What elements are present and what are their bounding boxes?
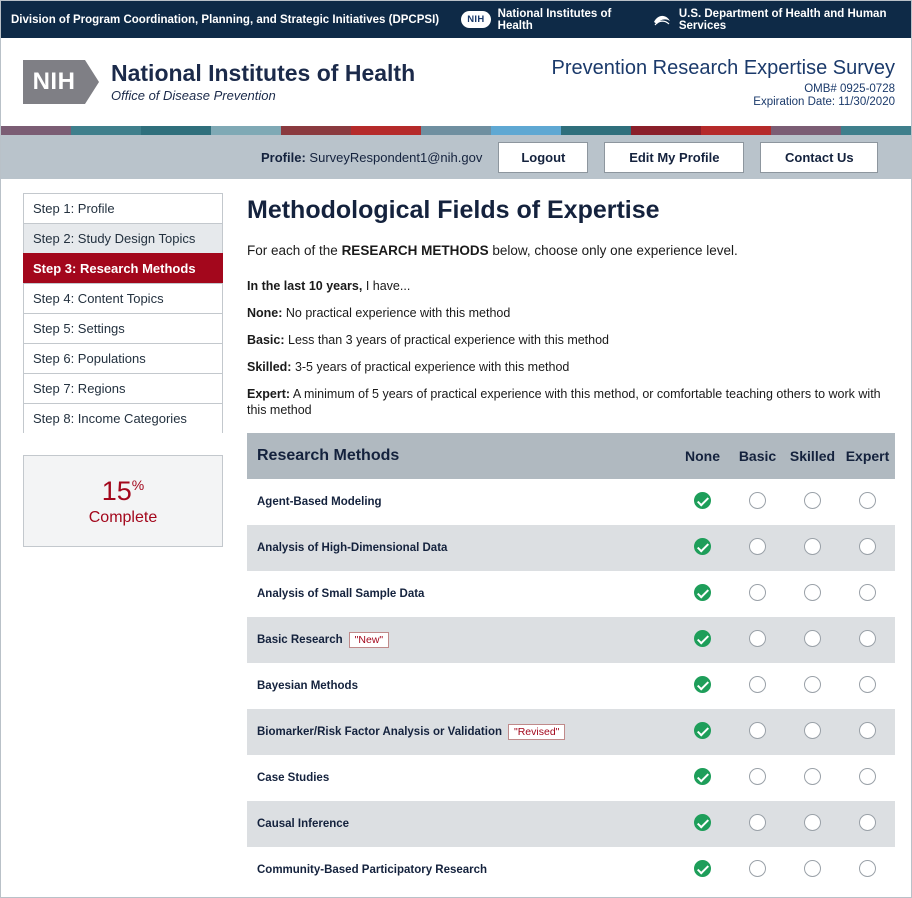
radio-skilled[interactable] — [804, 768, 821, 785]
nih-logo-block[interactable] — [23, 60, 415, 104]
method-name-label: Analysis of Small Sample Data — [257, 588, 425, 601]
method-name-label: Bayesian Methods — [257, 680, 358, 693]
radio-skilled[interactable] — [804, 492, 821, 509]
option-cell[interactable] — [840, 755, 895, 801]
option-cell[interactable] — [730, 571, 785, 617]
definition-term: In the last 10 years, — [247, 279, 363, 293]
option-cell[interactable] — [730, 663, 785, 709]
radio-skilled[interactable] — [804, 538, 821, 555]
option-cell[interactable] — [675, 571, 730, 617]
sidebar-item-label: Step 7: Regions — [33, 381, 126, 396]
hhs-banner-label: U.S. Department of Health and Human Services — [678, 7, 887, 32]
column-header-skilled: Skilled — [785, 433, 840, 479]
method-name-cell — [247, 525, 675, 571]
column-header-none: None — [675, 433, 730, 479]
method-name-label: Basic Research — [257, 634, 343, 647]
definition-term: Expert: — [247, 386, 291, 401]
color-strip-segment — [631, 126, 701, 135]
option-cell[interactable] — [840, 847, 895, 893]
profile-info — [261, 150, 482, 165]
column-header-expert: Expert — [840, 433, 895, 479]
option-cell[interactable] — [730, 617, 785, 663]
option-cell[interactable] — [675, 617, 730, 663]
nih-banner-label: National Institutes of Health — [497, 7, 612, 32]
option-cell[interactable] — [675, 525, 730, 571]
option-cell[interactable] — [840, 663, 895, 709]
progress-indicator — [23, 455, 223, 547]
instructions-pre: For each of the — [247, 243, 342, 258]
option-cell[interactable] — [675, 801, 730, 847]
option-cell[interactable] — [675, 847, 730, 893]
definition-term: None: — [247, 305, 283, 320]
color-strip-segment — [211, 126, 281, 135]
radio-expert[interactable] — [859, 538, 876, 555]
definition-row — [247, 332, 895, 349]
color-strip-segment — [421, 126, 491, 135]
decorative-color-strip — [1, 126, 911, 135]
definition-term: Basic: — [247, 332, 285, 347]
radio-expert[interactable] — [859, 676, 876, 693]
radio-basic[interactable] — [749, 814, 766, 831]
expiration-date: Expiration Date: 11/30/2020 — [753, 95, 895, 108]
radio-basic[interactable] — [749, 722, 766, 739]
table-header-row — [247, 433, 895, 479]
definition-text: No practical experience with this method — [282, 305, 511, 320]
definitions-list — [247, 278, 895, 419]
definition-text: 3-5 years of practical experience with this method — [291, 359, 570, 374]
option-cell[interactable] — [785, 525, 840, 571]
option-cell[interactable] — [785, 755, 840, 801]
radio-none[interactable] — [694, 860, 711, 877]
radio-skilled[interactable] — [804, 722, 821, 739]
color-strip-segment — [281, 126, 351, 135]
table-row — [247, 479, 895, 525]
radio-none[interactable] — [694, 630, 711, 647]
profile-email: SurveyRespondent1@nih.gov — [309, 149, 483, 165]
table-row — [247, 801, 895, 847]
definition-row — [247, 359, 895, 376]
sidebar-item-label: Step 3: Research Methods — [33, 261, 196, 276]
method-status-badge: "Revised" — [508, 724, 565, 740]
radio-basic[interactable] — [749, 538, 766, 555]
method-status-badge: "New" — [349, 632, 389, 648]
radio-expert[interactable] — [859, 860, 876, 877]
definition-text: I have... — [362, 279, 411, 293]
radio-none[interactable] — [694, 676, 711, 693]
color-strip-segment — [71, 126, 141, 135]
method-name-label: Causal Inference — [257, 818, 350, 831]
option-cell[interactable] — [785, 663, 840, 709]
sidebar-item-label: Step 4: Content Topics — [33, 291, 164, 306]
definition-row — [247, 386, 895, 420]
method-name-label: Case Studies — [257, 772, 330, 785]
option-cell[interactable] — [675, 479, 730, 525]
option-cell[interactable] — [785, 479, 840, 525]
method-name-label: Analysis of High-Dimensional Data — [257, 542, 448, 555]
sidebar-item-step-5[interactable] — [23, 313, 223, 343]
radio-basic[interactable] — [749, 492, 766, 509]
color-strip-segment — [701, 126, 771, 135]
option-cell[interactable] — [675, 663, 730, 709]
method-name-label: Biomarker/Risk Factor Analysis or Validation — [257, 726, 502, 739]
sidebar-item-label: Step 1: Profile — [33, 201, 115, 216]
radio-skilled[interactable] — [804, 584, 821, 601]
sidebar-item-label: Step 8: Income Categories — [33, 411, 187, 426]
table-row — [247, 617, 895, 663]
method-name-cell — [247, 617, 675, 663]
org-name-block — [111, 61, 415, 103]
radio-expert[interactable] — [859, 722, 876, 739]
progress-label: Complete — [88, 508, 158, 526]
method-name-cell — [247, 479, 675, 525]
hhs-banner-group — [652, 8, 901, 32]
table-row — [247, 663, 895, 709]
option-cell[interactable] — [840, 709, 895, 755]
logout-button[interactable]: Logout — [498, 142, 588, 173]
option-cell[interactable] — [675, 709, 730, 755]
government-banner — [1, 1, 911, 38]
option-cell[interactable] — [840, 571, 895, 617]
radio-basic[interactable] — [749, 768, 766, 785]
org-name-secondary: Office of Disease Prevention — [111, 88, 276, 104]
radio-basic[interactable] — [749, 676, 766, 693]
option-cell[interactable] — [785, 801, 840, 847]
radio-expert[interactable] — [859, 630, 876, 647]
sidebar-item-label: Step 2: Study Design Topics — [33, 231, 196, 246]
table-row — [247, 709, 895, 755]
sidebar-item-step-2[interactable] — [23, 223, 223, 253]
option-cell[interactable] — [730, 801, 785, 847]
sidebar-item-step-1[interactable] — [23, 193, 223, 223]
contact-us-button[interactable]: Contact Us — [760, 142, 878, 173]
column-header-basic: Basic — [730, 433, 785, 479]
radio-expert[interactable] — [859, 584, 876, 601]
survey-title: Prevention Research Expertise Survey — [551, 56, 895, 79]
nih-banner-group — [461, 8, 630, 32]
sidebar-item-step-7[interactable] — [23, 373, 223, 403]
radio-expert[interactable] — [859, 492, 876, 509]
page-title: Methodological Fields of Expertise — [247, 196, 660, 224]
table-row — [247, 755, 895, 801]
nih-logo-icon: NIH — [461, 11, 491, 28]
option-cell[interactable] — [840, 479, 895, 525]
option-cell[interactable] — [785, 709, 840, 755]
org-name-primary: National Institutes of Health — [111, 59, 416, 86]
option-cell[interactable] — [730, 847, 785, 893]
table-row — [247, 571, 895, 617]
color-strip-segment — [351, 126, 421, 135]
sidebar-item-step-3[interactable] — [23, 253, 223, 283]
method-name-cell — [247, 847, 675, 893]
edit-profile-button[interactable]: Edit My Profile — [604, 142, 744, 173]
radio-skilled[interactable] — [804, 814, 821, 831]
option-cell[interactable] — [840, 801, 895, 847]
hhs-eagle-icon — [652, 10, 672, 30]
option-cell[interactable] — [730, 525, 785, 571]
progress-unit: % — [131, 476, 145, 493]
option-cell[interactable] — [840, 617, 895, 663]
option-cell[interactable] — [785, 847, 840, 893]
color-strip-segment — [771, 126, 841, 135]
option-cell[interactable] — [785, 571, 840, 617]
step-navigation — [23, 193, 223, 893]
sidebar-item-label: Step 6: Populations — [33, 351, 146, 366]
progress-value: 15% — [101, 475, 145, 506]
method-name-cell — [247, 801, 675, 847]
radio-none[interactable] — [694, 722, 711, 739]
sidebar-item-step-6[interactable] — [23, 343, 223, 373]
radio-skilled[interactable] — [804, 676, 821, 693]
instructions-text — [247, 243, 895, 258]
method-name-label: Community-Based Participatory Research — [257, 864, 488, 877]
radio-none[interactable] — [694, 768, 711, 785]
radio-expert[interactable] — [859, 768, 876, 785]
definition-row — [247, 305, 895, 322]
site-header — [1, 38, 911, 126]
option-cell[interactable] — [675, 755, 730, 801]
color-strip-segment — [841, 126, 911, 135]
table-body — [247, 479, 895, 893]
color-strip-segment — [141, 126, 211, 135]
instructions-post: below, choose only one experience level. — [488, 243, 738, 258]
survey-meta-block — [552, 57, 896, 108]
instructions-emphasis: RESEARCH METHODS — [341, 243, 489, 258]
definition-text: Less than 3 years of practical experience with this method — [284, 332, 610, 347]
dpcpsi-label: Division of Program Coordination, Planning, and Strategic Initiatives (DPCPSI) — [11, 13, 440, 26]
radio-basic[interactable] — [749, 630, 766, 647]
option-cell[interactable] — [840, 525, 895, 571]
table-row — [247, 525, 895, 571]
method-name-cell — [247, 663, 675, 709]
method-name-cell — [247, 571, 675, 617]
table-row — [247, 847, 895, 893]
radio-none[interactable] — [694, 492, 711, 509]
color-strip-segment — [491, 126, 561, 135]
radio-skilled[interactable] — [804, 630, 821, 647]
table-header — [247, 433, 895, 479]
profile-label: Profile: — [261, 149, 306, 165]
column-header-methods: Research Methods — [247, 433, 675, 479]
definition-term: Skilled: — [247, 359, 292, 374]
option-cell[interactable] — [730, 755, 785, 801]
omb-number: OMB# 0925-0728 — [804, 82, 895, 95]
radio-none[interactable] — [694, 814, 711, 831]
option-cell[interactable] — [785, 617, 840, 663]
sidebar-item-step-4[interactable] — [23, 283, 223, 313]
method-name-cell — [247, 755, 675, 801]
sidebar-item-label: Step 5: Settings — [33, 321, 125, 336]
definition-text: A minimum of 5 years of practical experience with this method, or comfortable teaching others to work with this method — [247, 386, 881, 418]
radio-none[interactable] — [694, 538, 711, 555]
radio-skilled[interactable] — [804, 860, 821, 877]
profile-toolbar — [1, 135, 911, 179]
method-name-label: Agent-Based Modeling — [257, 496, 382, 509]
radio-basic[interactable] — [749, 860, 766, 877]
sidebar-item-step-8[interactable] — [23, 403, 223, 433]
option-cell[interactable] — [730, 479, 785, 525]
radio-basic[interactable] — [749, 584, 766, 601]
page-body — [1, 179, 911, 893]
method-name-cell — [247, 709, 675, 755]
option-cell[interactable] — [730, 709, 785, 755]
color-strip-segment — [561, 126, 631, 135]
definition-row — [247, 278, 895, 295]
radio-expert[interactable] — [859, 814, 876, 831]
radio-none[interactable] — [694, 584, 711, 601]
main-content — [223, 193, 895, 893]
nih-wordmark-icon: NIH — [23, 60, 85, 104]
research-methods-table — [247, 433, 895, 893]
color-strip-segment — [1, 126, 71, 135]
